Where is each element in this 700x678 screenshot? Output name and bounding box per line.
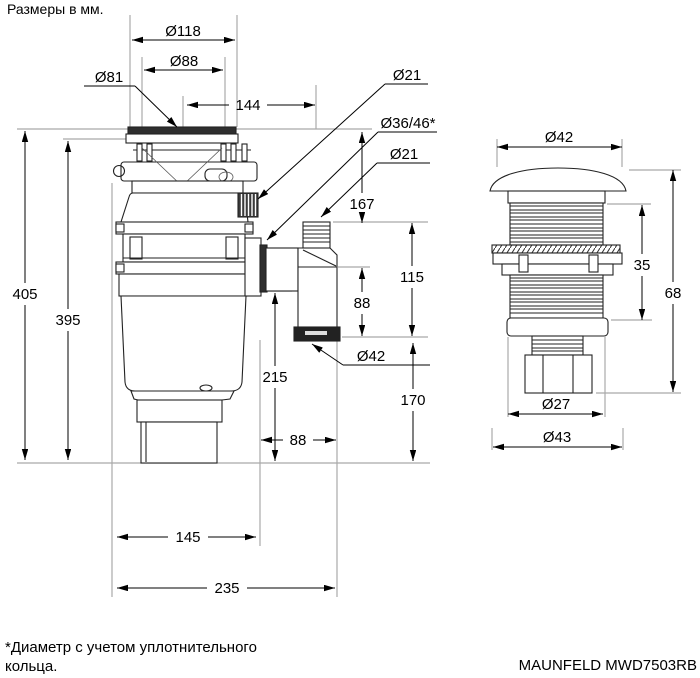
dim-d43: Ø43 (542, 429, 572, 446)
dim-88v: 88 (353, 295, 371, 312)
dim-405: 405 (12, 286, 38, 303)
dim-215: 215 (262, 369, 288, 386)
thread-lower (510, 275, 603, 318)
dim-235: 235 (214, 580, 240, 597)
bottom-nut (525, 355, 592, 393)
upper-body (121, 193, 248, 222)
dim-d42-elbow: Ø42 (356, 348, 386, 365)
dim-d88: Ø88 (169, 53, 199, 70)
dim-68: 68 (664, 285, 682, 302)
dim-88h: 88 (289, 432, 307, 449)
bottom-collar (507, 318, 608, 336)
dim-115: 115 (400, 269, 424, 286)
dim-d21-mid: Ø21 (389, 146, 419, 163)
dim-d36-46: Ø36/46* (380, 115, 436, 132)
dishwasher-inlet-port (238, 193, 258, 217)
motor-housing (121, 296, 246, 391)
neck (132, 181, 243, 193)
dim-d27: Ø27 (541, 396, 571, 413)
sink-flange-plate (126, 134, 238, 143)
lower-body (119, 274, 247, 296)
base-collar (137, 400, 222, 422)
base-step (131, 391, 234, 400)
clamp-band-upper (116, 222, 253, 234)
mounting-studs (133, 144, 251, 161)
dim-395: 395 (55, 312, 81, 329)
dim-d21-top: Ø21 (392, 67, 422, 84)
flange-neck (508, 191, 605, 203)
dim-144: 144 (235, 97, 261, 114)
dim-d118: Ø118 (165, 23, 201, 40)
clamp-band-lower (116, 262, 253, 274)
model-label: MAUNFELD MWD7503RB (518, 657, 697, 674)
dim-35: 35 (633, 257, 651, 274)
disposer-side-view (114, 127, 341, 463)
dim-d81: Ø81 (94, 69, 124, 86)
dim-170: 170 (400, 392, 426, 409)
thread-stub (532, 336, 583, 355)
plate-slot (519, 255, 528, 272)
dim-d42-cap: Ø42 (544, 129, 574, 146)
thread-upper (510, 203, 603, 245)
footnote-line2: кольца. (5, 658, 58, 675)
flange-plate (493, 253, 622, 264)
dim-145: 145 (175, 529, 201, 546)
flange-cap (490, 168, 626, 191)
drain-elbow (266, 222, 340, 341)
plate-slot (589, 255, 598, 272)
page-title: Размеры в мм. (7, 1, 104, 17)
rubber-washer (492, 245, 620, 253)
footnote-line1: *Диаметр с учетом уплотнительного (5, 639, 257, 656)
base-cylinder (141, 422, 217, 463)
grind-chamber (123, 234, 245, 262)
outlet-stub (245, 238, 261, 296)
dim-167: 167 (349, 196, 375, 213)
